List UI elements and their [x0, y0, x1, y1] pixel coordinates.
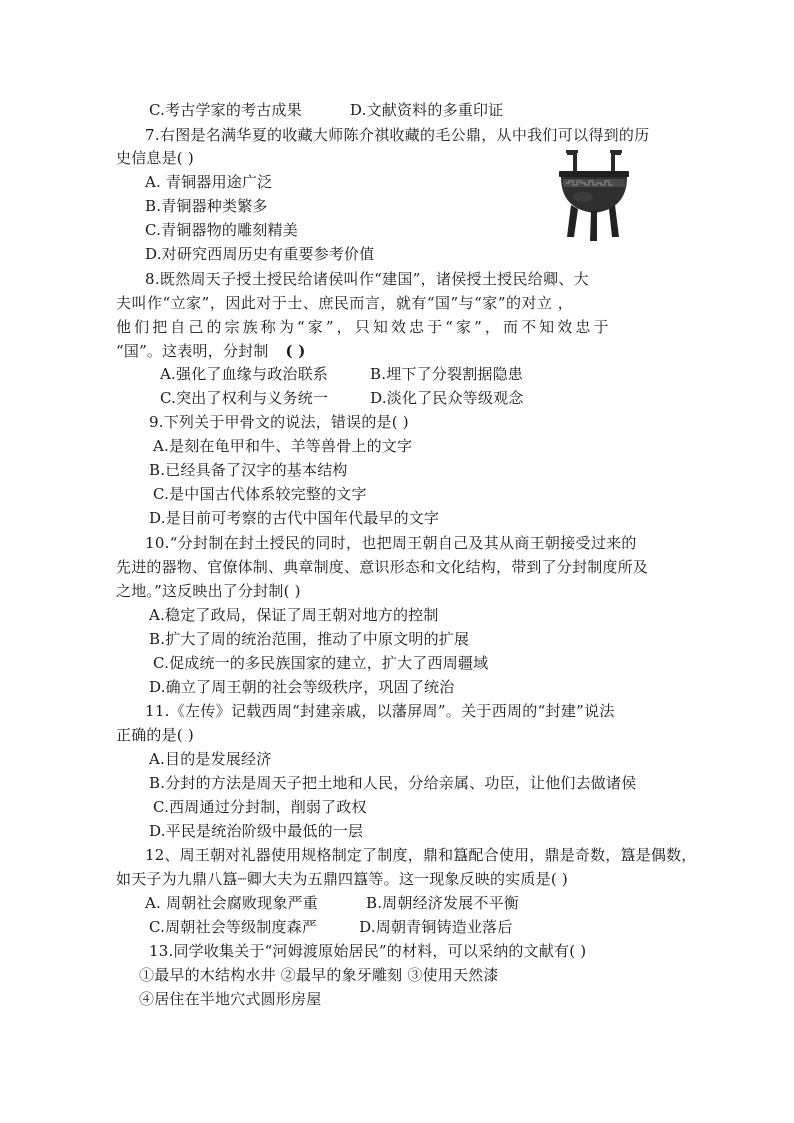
q8-stem-line-2: 夫叫作“立家”，因此对于士、庶民而言，就有“国”与“家”的对立 ， — [116, 294, 574, 312]
q8-stem-line-3: 他们把自己的宗族称为“家”，只知效忠于“家”，而不知效忠于 — [116, 318, 612, 336]
q8-option-d: D.淡化了民众等级观念 — [370, 389, 524, 407]
q12-option-c: C.周朝社会等级制度森严 — [149, 918, 318, 936]
q10-stem-line-2: 先进的器物、官僚体制、典章制度、意识形态和文化结构，带到了分封制度所及 — [116, 558, 649, 576]
q11-stem-line-1: 11.《左传》记载西周“封建亲戚，以藩屏周”。关于西周的“封建”说法 — [145, 702, 615, 720]
q12-options-row-2 — [149, 917, 513, 937]
q12-options-row-1 — [145, 893, 519, 913]
q8-options-row-2 — [160, 388, 524, 408]
q7-stem-line-1: 7.右图是名满华夏的收藏大师陈介祺收藏的毛公鼎，从中我们可以得到的历 — [145, 126, 650, 144]
q9-option-c: C.是中国古代体系较完整的文字 — [153, 485, 367, 503]
q7-option-c: C.青铜器物的雕刻精美 — [145, 221, 298, 239]
q12-option-a: A. 周朝社会腐败现象严重 — [145, 894, 318, 912]
q11-option-d: D.平民是统治阶级中最低的一层 — [149, 822, 364, 840]
q12-stem-line-1: 12、周王朝对礼器使用规格制定了制度，鼎和簋配合使用，鼎是奇数，簋是偶数， — [145, 846, 697, 864]
q11-option-b: B.分封的方法是周天子把土地和人民，分给亲属、功臣，让他们去做诸侯 — [149, 774, 637, 792]
q8-option-a: A.强化了血缘与政治联系 — [160, 365, 329, 383]
q11-stem-line-2: 正确的是( ) — [116, 726, 194, 744]
q7-option-a: A. 青铜器用途广泛 — [145, 173, 273, 191]
q8-option-c: C.突出了权利与义务统一 — [160, 389, 329, 407]
q9-option-d: D.是目前可考察的古代中国年代最早的文字 — [149, 509, 440, 527]
q8-option-b: B.埋下了分裂割据隐患 — [370, 365, 524, 383]
q13-items-line-2: ④居住在半地穴式圆形房屋 — [139, 990, 322, 1008]
q10-option-b: B.扩大了周的统治范围，推动了中原文明的扩展 — [149, 630, 470, 648]
q10-stem-line-3: 之地。”这反映出了分封制( ) — [116, 582, 301, 600]
q8-stem-line-1: 8.既然周天子授土授民给诸侯叫作“建国”，诸侯授土授民给卿、大 — [145, 270, 589, 288]
q12-option-d: D.周朝青铜铸造业落后 — [359, 918, 513, 936]
q13-stem: 13.同学收集关于“河姆渡原始居民”的材料，可以采纳的文献有( ) — [149, 942, 587, 960]
q13-items-line-1: ①最早的木结构水井 ②最早的象牙雕刻 ③使用天然漆 — [139, 966, 499, 984]
q9-stem: 9.下列关于甲骨文的说法，错误的是( ) — [149, 413, 409, 431]
q6-options-row — [149, 100, 503, 120]
q6-option-c: C.考古学家的考古成果 — [149, 101, 302, 119]
q12-option-b: B.周朝经济发展不平衡 — [365, 894, 519, 912]
q7-option-d: D.对研究西周历史有重要参考价值 — [145, 245, 375, 263]
q8-stem-text: “国”。这表明，分封制 — [116, 342, 269, 360]
q11-option-c: C.西周通过分封制，削弱了政权 — [153, 798, 367, 816]
q7-stem-line-2: 史信息是( ) — [116, 149, 194, 167]
q10-option-a: A.稳定了政局，保证了周王朝对地方的控制 — [149, 606, 439, 624]
q9-option-b: B.已经具备了汉字的基本结构 — [149, 461, 348, 479]
q10-option-c: C.促成统一的多民族国家的建立，扩大了西周疆域 — [153, 654, 489, 672]
q11-option-a: A.目的是发展经济 — [149, 750, 272, 768]
q8-stem-line-4 — [116, 341, 306, 361]
bronze-ding-tripod-icon — [553, 147, 635, 243]
q12-stem-line-2: 如天子为九鼎八簋┈卿大夫为五鼎四簋等。这一现象反映的实质是( ) — [116, 870, 568, 888]
q9-option-a: A.是刻在龟甲和牛、羊等兽骨上的文字 — [153, 437, 413, 455]
q10-option-d: D.确立了周王朝的社会等级秩序，巩固了统治 — [149, 678, 455, 696]
q7-option-b: B.青铜器种类繁多 — [145, 197, 268, 215]
q8-options-row-1 — [160, 364, 523, 384]
q10-stem-line-1: 10.“分封制在封土授民的同时，也把周王朝自己及其从商王朝接受过来的 — [145, 534, 637, 552]
q8-answer-paren: ( ) — [285, 342, 306, 360]
q6-option-d: D.文献资料的多重印证 — [349, 101, 504, 119]
